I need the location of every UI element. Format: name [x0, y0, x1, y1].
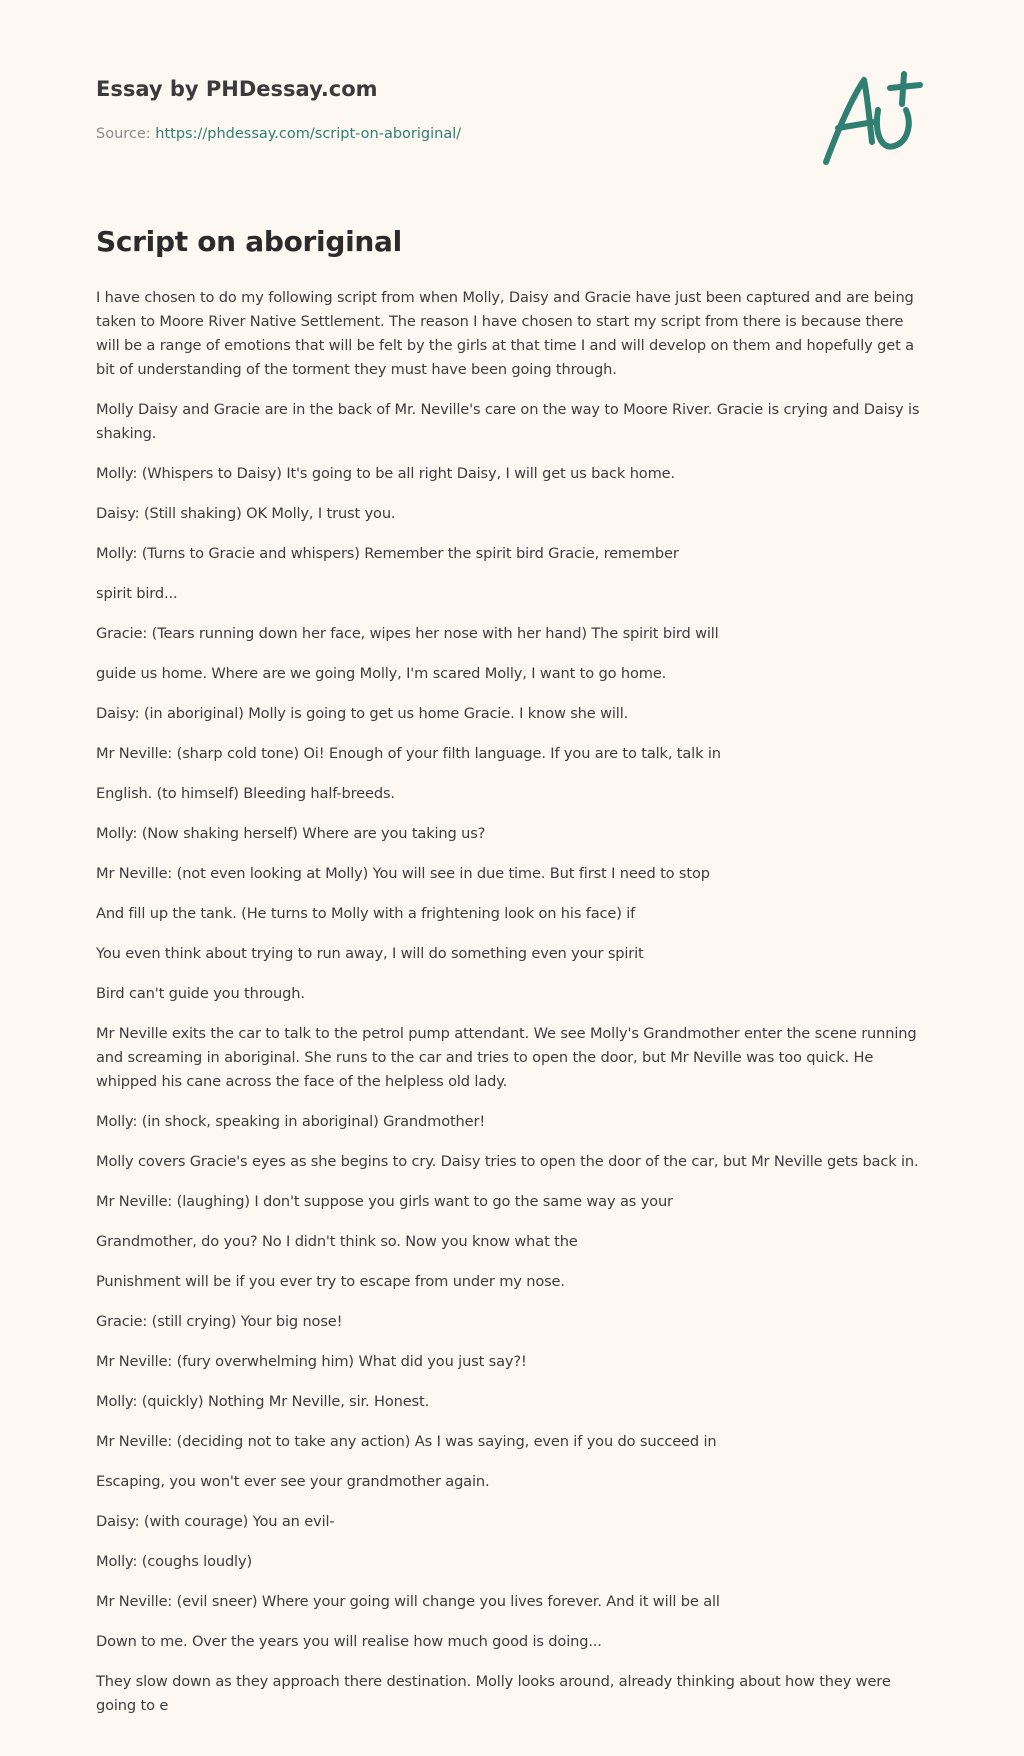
essay-paragraph: guide us home. Where are we going Molly, I'm scared Molly, I want to go home. — [96, 665, 667, 682]
essay-paragraph: Daisy: (in aboriginal) Molly is going to get us home Gracie. I know she will. — [96, 705, 629, 722]
essay-paragraph: And fill up the tank. (He turns to Molly with a frightening look on his face) if — [96, 905, 636, 922]
essay-paragraph: Molly: (in shock, speaking in aboriginal) Grandmother! — [96, 1113, 486, 1130]
essay-paragraph: Down to me. Over the years you will realise how much good is doing... — [96, 1633, 602, 1650]
essay-body — [96, 286, 930, 1718]
essay-paragraph: Mr Neville: (laughing) I don't suppose you girls want to go the same way as your — [96, 1193, 673, 1210]
site-title: Essay by PHDessay.com — [96, 77, 378, 101]
essay-paragraph: Gracie: (still crying) Your big nose! — [96, 1313, 343, 1330]
essay-paragraph: Molly: (quickly) Nothing Mr Neville, sir. Honest. — [96, 1393, 430, 1410]
essay-paragraph: Mr Neville: (sharp cold tone) Oi! Enough of your filth language. If you are to talk, talk in — [96, 745, 721, 762]
essay-paragraph: Grandmother, do you? No I didn't think so. Now you know what the — [96, 1233, 578, 1250]
essay-title: Script on aboriginal — [96, 225, 402, 258]
essay-paragraph: Daisy: (Still shaking) OK Molly, I trust you. — [96, 505, 396, 522]
essay-paragraph: Daisy: (with courage) You an evil- — [96, 1513, 335, 1530]
essay-paragraph: Mr Neville: (fury overwhelming him) What did you just say?! — [96, 1353, 527, 1370]
essay-paragraph: I have chosen to do my following script from when Molly, Daisy and Gracie have just been captured and are being taken to Moore River Native Settlement. The reason I have chosen to start my script from there is because there will be a range of emotions that will be felt by the girls at that time I and will develop on them and hopefully get a bit of understanding of the torment they must have been going through. — [96, 289, 914, 378]
source-label: Source: — [96, 126, 151, 142]
essay-paragraph: You even think about trying to run away, I will do something even your spirit — [96, 945, 644, 962]
essay-content — [96, 222, 930, 1734]
essay-paragraph: Gracie: (Tears running down her face, wipes her nose with her hand) The spirit bird will — [96, 625, 719, 642]
essay-paragraph: Molly Daisy and Gracie are in the back of Mr. Neville's care on the way to Moore River. Gracie is crying and Daisy is shaking. — [96, 401, 920, 442]
essay-paragraph: Molly: (Whispers to Daisy) It's going to be all right Daisy, I will get us back home. — [96, 465, 675, 482]
source-line — [96, 124, 916, 144]
essay-paragraph: spirit bird... — [96, 585, 178, 602]
source-link[interactable]: https://phdessay.com/script-on-aboriginal/ — [155, 126, 462, 142]
essay-paragraph: Mr Neville: (deciding not to take any action) As I was saying, even if you do succeed in — [96, 1433, 717, 1450]
essay-paragraph: English. (to himself) Bleeding half-breeds. — [96, 785, 395, 802]
a-plus-logo-icon — [818, 70, 930, 170]
essay-paragraph: Molly: (Now shaking herself) Where are you taking us? — [96, 825, 486, 842]
essay-paragraph: Molly covers Gracie's eyes as she begins to cry. Daisy tries to open the door of the car, but Mr Neville gets back in. — [96, 1153, 919, 1170]
essay-paragraph: Punishment will be if you ever try to escape from under my nose. — [96, 1273, 565, 1290]
essay-paragraph: Mr Neville: (not even looking at Molly) You will see in due time. But first I need to stop — [96, 865, 710, 882]
essay-paragraph: Escaping, you won't ever see your grandmother again. — [96, 1473, 490, 1490]
essay-paragraph: Bird can't guide you through. — [96, 985, 305, 1002]
page-header — [96, 74, 916, 144]
essay-paragraph: They slow down as they approach there destination. Molly looks around, already thinking about how they were going to e — [96, 1673, 891, 1714]
essay-paragraph: Mr Neville: (evil sneer) Where your going will change you lives forever. And it will be all — [96, 1593, 720, 1610]
essay-paragraph: Mr Neville exits the car to talk to the petrol pump attendant. We see Molly's Grandmother enter the scene running and screaming in aboriginal. She runs to the car and tries to open the door, but Mr Neville was too quick. He whipped his cane across the face of the helpless old lady. — [96, 1025, 917, 1090]
essay-paragraph: Molly: (coughs loudly) — [96, 1553, 252, 1570]
essay-paragraph: Molly: (Turns to Gracie and whispers) Remember the spirit bird Gracie, remember — [96, 545, 679, 562]
